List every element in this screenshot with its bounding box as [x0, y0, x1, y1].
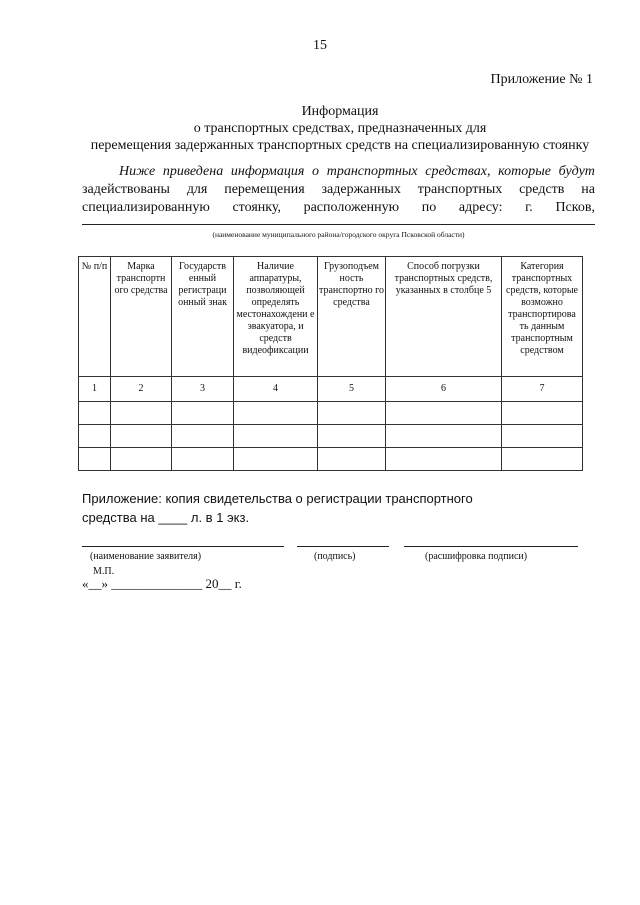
- empty-cell[interactable]: [234, 425, 318, 448]
- signature-decoding-line[interactable]: [404, 546, 578, 547]
- intro-word: стоянку,: [232, 200, 281, 215]
- intro-line-2: [82, 181, 595, 199]
- header-vehicle-category: Категория транспортных средств, которые возможно транспортирова ть данным транспортным средством: [502, 257, 583, 377]
- empty-cell[interactable]: [172, 402, 234, 425]
- signature-line[interactable]: [297, 546, 389, 547]
- appendix-label: Приложение № 1: [490, 72, 593, 87]
- intro-line-1: [82, 163, 595, 181]
- applicant-name-line[interactable]: [82, 546, 284, 547]
- attachment-note: [82, 489, 502, 527]
- header-vehicle-brand: Марка транспортн ого средства: [111, 257, 172, 377]
- intro-word: Ниже: [119, 164, 156, 179]
- intro-word: г.: [525, 200, 533, 215]
- intro-word: расположенную: [303, 200, 400, 215]
- empty-cell[interactable]: [386, 425, 502, 448]
- intro-word: специализированную: [82, 200, 210, 215]
- attachment-line-2: средства на ____ л. в 1 экз.: [82, 510, 250, 525]
- intro-line-3: [82, 199, 595, 217]
- empty-cell[interactable]: [386, 402, 502, 425]
- intro-word: на: [581, 182, 595, 197]
- intro-word: приведена: [162, 164, 224, 179]
- intro-word: задействованы: [82, 182, 170, 197]
- vehicle-info-table: [78, 256, 583, 471]
- table-row: [79, 402, 583, 425]
- address-underline: [82, 224, 595, 225]
- empty-cell[interactable]: [234, 448, 318, 471]
- column-number: 5: [318, 377, 386, 402]
- empty-cell[interactable]: [111, 402, 172, 425]
- intro-word: средствах,: [425, 164, 491, 179]
- intro-word: которые: [498, 164, 551, 179]
- empty-cell[interactable]: [172, 425, 234, 448]
- empty-cell[interactable]: [79, 402, 111, 425]
- empty-cell[interactable]: [318, 402, 386, 425]
- intro-word: о: [312, 164, 320, 179]
- column-number: 1: [79, 377, 111, 402]
- column-number: 6: [386, 377, 502, 402]
- intro-paragraph: [82, 163, 595, 217]
- header-tracking-equipment: Наличие аппаратуры, позволяющей определять местонахождени е эвакуатора, и средств видеофиксации: [234, 257, 318, 377]
- page-number: 15: [313, 38, 327, 53]
- column-number-row: [79, 377, 583, 402]
- empty-cell[interactable]: [111, 448, 172, 471]
- header-loading-method: Способ погрузки транспортных средств, указанных в столбце 5: [386, 257, 502, 377]
- table-header-row: [79, 257, 583, 377]
- intro-word: транспортных: [326, 164, 418, 179]
- intro-word: информация: [230, 164, 305, 179]
- table-row: [79, 448, 583, 471]
- empty-cell[interactable]: [502, 448, 583, 471]
- header-number: № п/п: [79, 257, 111, 377]
- empty-cell[interactable]: [79, 448, 111, 471]
- title-line-3: перемещения задержанных транспортных средств на специализированную стоянку: [90, 138, 590, 153]
- intro-word: транспортных: [417, 182, 503, 197]
- empty-cell[interactable]: [234, 402, 318, 425]
- address-caption: (наименование муниципального района/городского округа Псковской области): [212, 230, 465, 239]
- empty-cell[interactable]: [172, 448, 234, 471]
- intro-word: задержанных: [321, 182, 401, 197]
- empty-cell[interactable]: [318, 425, 386, 448]
- applicant-caption: (наименование заявителя): [90, 551, 202, 562]
- empty-cell[interactable]: [502, 425, 583, 448]
- column-number: 4: [234, 377, 318, 402]
- title-line-1: Информация: [301, 104, 379, 119]
- column-number: 2: [111, 377, 172, 402]
- attachment-line-1: Приложение: копия свидетельства о регистрации транспортного: [82, 491, 473, 506]
- intro-word: адресу:: [458, 200, 503, 215]
- intro-word: будут: [558, 164, 595, 179]
- table-row: [79, 425, 583, 448]
- intro-word: перемещения: [224, 182, 305, 197]
- header-load-capacity: Грузоподъем ность транспортно го средства: [318, 257, 386, 377]
- title-line-2: о транспортных средствах, предназначенных для: [193, 121, 487, 136]
- decoding-caption: (расшифровка подписи): [425, 551, 528, 562]
- column-number: 7: [502, 377, 583, 402]
- header-registration-plate: Государств енный регистраци онный знак: [172, 257, 234, 377]
- empty-cell[interactable]: [111, 425, 172, 448]
- intro-word: средств: [519, 182, 565, 197]
- empty-cell[interactable]: [318, 448, 386, 471]
- empty-cell[interactable]: [79, 425, 111, 448]
- stamp-label: М.П.: [93, 566, 115, 577]
- document-title: [60, 103, 620, 154]
- column-number: 3: [172, 377, 234, 402]
- empty-cell[interactable]: [502, 402, 583, 425]
- intro-word: для: [186, 182, 208, 197]
- empty-cell[interactable]: [386, 448, 502, 471]
- signature-caption: (подпись): [314, 551, 356, 562]
- intro-word: по: [421, 200, 437, 215]
- intro-word: Псков,: [555, 200, 595, 215]
- date-line[interactable]: «__» ______________ 20__ г.: [82, 576, 242, 591]
